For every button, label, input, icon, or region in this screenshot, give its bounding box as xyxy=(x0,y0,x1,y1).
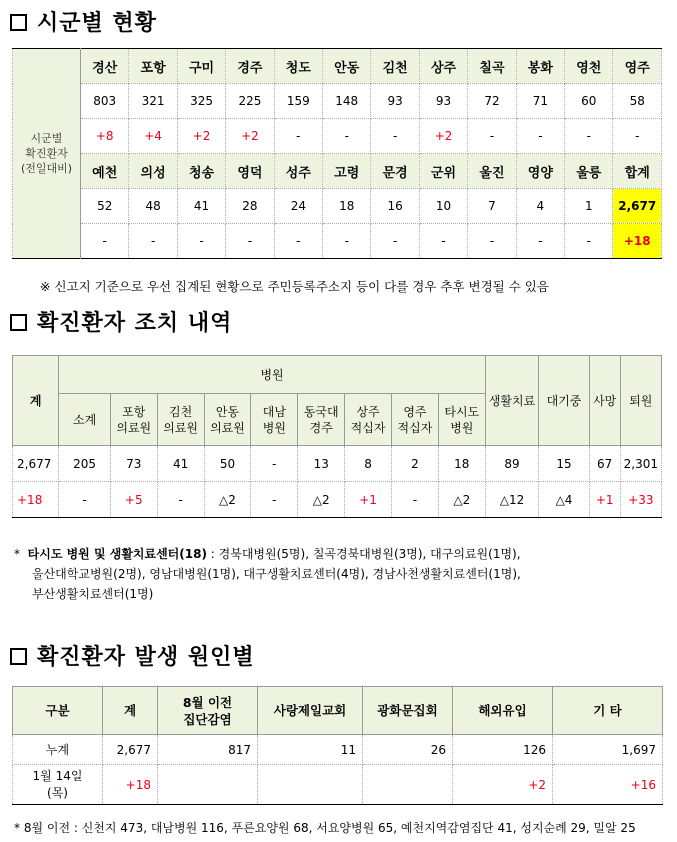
section1-heading xyxy=(10,6,157,37)
measure-cell: 2 xyxy=(392,446,439,482)
header-gimcheon: 김천 의료원 xyxy=(157,394,204,446)
section2-heading xyxy=(10,306,232,337)
region-count: 93 xyxy=(419,84,467,119)
region-name: 칠곡 xyxy=(468,49,516,84)
section2-note xyxy=(14,544,664,604)
region-name: 영주 xyxy=(613,49,662,84)
section3-note: * 8월 이전 : 신천지 473, 대남병원 116, 푸른요양원 68, 서요양병원 65, 예천지역감염집단 41, 성지순례 29, 밀알 25 xyxy=(14,821,636,835)
region-status-table xyxy=(12,48,662,259)
region-change: - xyxy=(177,224,225,259)
region-change: - xyxy=(323,224,371,259)
measure-cell: △12 xyxy=(485,482,539,518)
region-name: 군위 xyxy=(419,154,467,189)
region-change: - xyxy=(516,224,564,259)
header-life-treatment: 생활치료 xyxy=(485,356,539,446)
header-discharge: 퇴원 xyxy=(620,356,661,446)
region-count: 52 xyxy=(81,189,129,224)
region-count: 48 xyxy=(129,189,177,224)
header-other-region: 타시도 병원 xyxy=(438,394,485,446)
cause-value: 1,697 xyxy=(553,735,663,765)
region-count: 7 xyxy=(468,189,516,224)
region-change: +2 xyxy=(419,119,467,154)
measure-cell: +1 xyxy=(589,482,620,518)
region-change: - xyxy=(468,119,516,154)
region-count: 18 xyxy=(323,189,371,224)
measure-cell: - xyxy=(59,482,111,518)
measure-cell: - xyxy=(251,482,298,518)
patient-measures-table xyxy=(12,355,662,518)
measure-cell: 205 xyxy=(59,446,111,482)
header-hospital: 병원 xyxy=(59,356,485,394)
region-change: - xyxy=(274,224,322,259)
cause-change xyxy=(258,765,363,805)
region-name: 울릉 xyxy=(565,154,613,189)
cause-change xyxy=(363,765,453,805)
total-region-name: 합계 xyxy=(613,154,662,189)
region-change: - xyxy=(81,224,129,259)
header-daenam: 대남 병원 xyxy=(251,394,298,446)
cause-value: 126 xyxy=(453,735,553,765)
region-change: +2 xyxy=(226,119,274,154)
row-label-cumulative: 누계 xyxy=(13,735,103,765)
checkbox-square-icon xyxy=(10,648,27,665)
measure-cell: 67 xyxy=(589,446,620,482)
region-name: 영덕 xyxy=(226,154,274,189)
cause-header: 광화문집회 xyxy=(363,687,453,735)
region-change: - xyxy=(323,119,371,154)
region-change: - xyxy=(226,224,274,259)
region-name: 영천 xyxy=(565,49,613,84)
section1-title: 시군별 현황 xyxy=(37,11,157,36)
cause-value: 817 xyxy=(158,735,258,765)
section3-title: 확진환자 발생 원인별 xyxy=(37,645,255,670)
region-change: - xyxy=(613,119,662,154)
measure-cell: 18 xyxy=(438,446,485,482)
note-star: * xyxy=(14,547,20,561)
cause-change: +18 xyxy=(103,765,158,805)
region-change: +2 xyxy=(177,119,225,154)
measure-cell: 50 xyxy=(204,446,251,482)
cause-header: 해외유입 xyxy=(453,687,553,735)
region-count: 60 xyxy=(565,84,613,119)
cause-header: 기 타 xyxy=(553,687,663,735)
region-count: 16 xyxy=(371,189,419,224)
region-count: 58 xyxy=(613,84,662,119)
region-name: 안동 xyxy=(323,49,371,84)
checkbox-square-icon xyxy=(10,14,27,31)
section3-heading xyxy=(10,640,255,671)
measure-cell: △4 xyxy=(539,482,589,518)
measure-cell: +33 xyxy=(620,482,661,518)
measure-cell: 15 xyxy=(539,446,589,482)
region-name: 구미 xyxy=(177,49,225,84)
region-count: 71 xyxy=(516,84,564,119)
region-count: 1 xyxy=(565,189,613,224)
note-line2: 울산대학교병원(2명), 영남대병원(1명), 대구생활치료센터(4명), 경남사천생활치료센터(1명), xyxy=(32,567,521,581)
region-count: 159 xyxy=(274,84,322,119)
measure-cell: △2 xyxy=(298,482,345,518)
header-death: 사망 xyxy=(589,356,620,446)
region-name: 고령 xyxy=(323,154,371,189)
measure-cell: △2 xyxy=(204,482,251,518)
region-count: 148 xyxy=(323,84,371,119)
region-change: - xyxy=(565,224,613,259)
region-name: 봉화 xyxy=(516,49,564,84)
region-count: 72 xyxy=(468,84,516,119)
region-change: - xyxy=(419,224,467,259)
region-change: - xyxy=(565,119,613,154)
region-change: - xyxy=(274,119,322,154)
region-change: +4 xyxy=(129,119,177,154)
region-name: 경산 xyxy=(81,49,129,84)
region-name: 청도 xyxy=(274,49,322,84)
measure-cell: +1 xyxy=(345,482,392,518)
region-count: 10 xyxy=(419,189,467,224)
cause-change xyxy=(158,765,258,805)
header-pohang: 포항 의료원 xyxy=(110,394,157,446)
region-count: 41 xyxy=(177,189,225,224)
region-count: 4 xyxy=(516,189,564,224)
region-count: 28 xyxy=(226,189,274,224)
cause-header: 구분 xyxy=(13,687,103,735)
region-name: 문경 xyxy=(371,154,419,189)
cause-header: 사랑제일교회 xyxy=(258,687,363,735)
region-name: 상주 xyxy=(419,49,467,84)
region-count: 93 xyxy=(371,84,419,119)
measure-cell: 89 xyxy=(485,446,539,482)
region-name: 예천 xyxy=(81,154,129,189)
section2-title: 확진환자 조치 내역 xyxy=(37,311,233,336)
measure-cell: 2,677 xyxy=(13,446,59,482)
measure-cell: +18 xyxy=(13,482,59,518)
cause-change: +16 xyxy=(553,765,663,805)
region-change: +8 xyxy=(81,119,129,154)
measure-cell: 2,301 xyxy=(620,446,661,482)
region-count: 24 xyxy=(274,189,322,224)
header-waiting: 대기중 xyxy=(539,356,589,446)
region-count: 325 xyxy=(177,84,225,119)
measure-cell: △2 xyxy=(438,482,485,518)
region-count: 803 xyxy=(81,84,129,119)
measure-cell: 41 xyxy=(157,446,204,482)
measure-cell: 13 xyxy=(298,446,345,482)
header-yeongju: 영주 적십자 xyxy=(392,394,439,446)
region-name: 성주 xyxy=(274,154,322,189)
measure-cell: - xyxy=(157,482,204,518)
cause-value: 2,677 xyxy=(103,735,158,765)
note-line1: : 경북대병원(5명), 칠곡경북대병원(3명), 대구의료원(1명), xyxy=(210,547,521,561)
measure-cell: - xyxy=(251,446,298,482)
header-andong: 안동 의료원 xyxy=(204,394,251,446)
region-name: 경주 xyxy=(226,49,274,84)
section1-note: ※ 신고지 기준으로 우선 집계된 현황으로 주민등록주소지 등이 다를 경우 추후 변경될 수 있음 xyxy=(40,279,549,294)
region-name: 영양 xyxy=(516,154,564,189)
cause-header: 8월 이전 집단감염 xyxy=(158,687,258,735)
region-name: 김천 xyxy=(371,49,419,84)
total-region-change: +18 xyxy=(613,224,662,259)
cause-change: +2 xyxy=(453,765,553,805)
row-group-label: 시군별 확진환자 (전일대비) xyxy=(13,49,81,259)
header-total: 계 xyxy=(13,356,59,446)
region-change: - xyxy=(468,224,516,259)
region-name: 울진 xyxy=(468,154,516,189)
note-line3: 부산생활치료센터(1명) xyxy=(32,587,154,601)
row-label-date: 1월 14일 (목) xyxy=(13,765,103,805)
cause-value: 26 xyxy=(363,735,453,765)
checkbox-square-icon xyxy=(10,314,27,331)
region-name: 의성 xyxy=(129,154,177,189)
region-name: 포항 xyxy=(129,49,177,84)
region-count: 321 xyxy=(129,84,177,119)
note-bold: 타시도 병원 및 생활치료센터(18) xyxy=(27,547,207,561)
cause-header: 계 xyxy=(103,687,158,735)
region-name: 청송 xyxy=(177,154,225,189)
measure-cell: 73 xyxy=(110,446,157,482)
measure-cell: 8 xyxy=(345,446,392,482)
infection-cause-table xyxy=(12,686,663,805)
region-change: - xyxy=(371,119,419,154)
region-count: 225 xyxy=(226,84,274,119)
header-dongguk: 동국대 경주 xyxy=(298,394,345,446)
region-change: - xyxy=(371,224,419,259)
total-region-count: 2,677 xyxy=(613,189,662,224)
measure-cell: - xyxy=(392,482,439,518)
region-change: - xyxy=(129,224,177,259)
header-sangju: 상주 적십자 xyxy=(345,394,392,446)
measure-cell: +5 xyxy=(110,482,157,518)
header-subtotal: 소계 xyxy=(59,394,111,446)
cause-value: 11 xyxy=(258,735,363,765)
region-change: - xyxy=(516,119,564,154)
